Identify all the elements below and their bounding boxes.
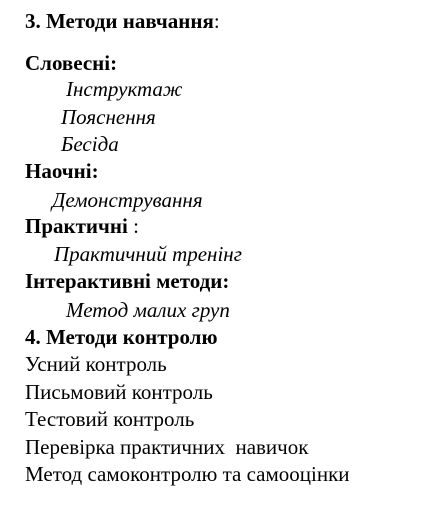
verbal-method-item: Інструктаж [66,77,183,101]
section-3-heading-suffix: : [213,9,220,33]
control-method-item: Письмовий контроль [25,380,213,404]
practical-methods-label-text: Практичні [25,214,128,238]
visual-method-item: Демонстрування [52,188,203,212]
practical-method-item: Практичний тренінг [54,242,242,266]
control-method-item: Усний контроль [25,352,167,376]
visual-methods-label: Наочні: [25,159,99,183]
verbal-method-item: Бесіда [61,132,119,156]
verbal-methods-label: Словесні: [25,51,118,75]
section-3-heading [25,8,220,34]
practical-methods-label [25,213,139,239]
interactive-method-item: Метод малих груп [66,298,230,322]
control-method-item: Перевірка практичних навичок [25,435,309,459]
practical-methods-label-suffix: : [127,214,139,238]
control-method-item: Метод самоконтролю та самооцінки [25,462,350,486]
section-3-heading-text: 3. Методи навчання [25,9,214,33]
control-method-item: Тестовий контроль [25,407,195,431]
interactive-methods-label: Інтерактивні методи: [25,269,230,293]
section-4-heading: 4. Методи контролю [25,325,218,349]
verbal-method-item: Пояснення [61,105,156,129]
